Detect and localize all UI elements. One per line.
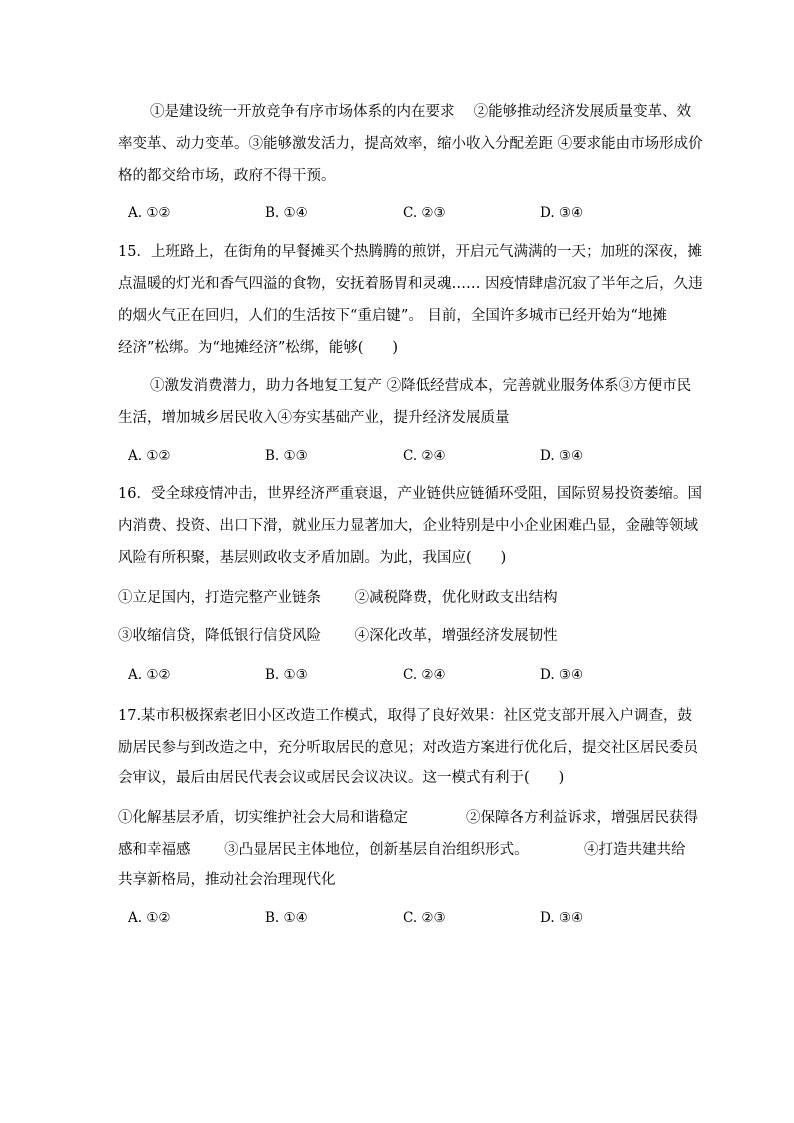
option-d: D. ③④ (540, 448, 584, 464)
q14-line: 率变革、动力变革。③能够激发活力，提高效率，缩小收入分配差距 ④要求能由市场形成价 (118, 136, 703, 152)
q17-choice-line: 共享新格局，推动社会治理现代化 (118, 872, 336, 888)
q15-choice-line: ①激发消费潜力，助力各地复工复产 ②降低经营成本，完善就业服务体系③方便市民 (150, 378, 692, 394)
option-a: A. ①② (128, 910, 171, 926)
q17-stem-line: 励居民参与到改造之中，充分听取居民的意见；对改造方案进行优化后，提交社区居民委员 (118, 740, 698, 756)
option-a: A. ①② (128, 205, 171, 221)
option-a: A. ①② (128, 667, 171, 683)
q17-choice-line: 感和幸福感 ③凸显居民主体地位，创新基层自治组织形式。 ④打造共建共给 (118, 842, 686, 858)
option-c: C. ②③ (403, 910, 446, 926)
option-c: C. ②③ (403, 205, 446, 221)
q14-line: 格的都交给市场，政府不得干预。 (118, 168, 336, 184)
option-c: C. ②④ (403, 667, 446, 683)
q15-stem-line: 点温暖的灯光和香气四溢的食物，安抚着肠胃和灵魂…… 因疫情肆虐沉寂了半年之后，久违 (118, 276, 703, 292)
option-b: B. ①④ (265, 910, 308, 926)
q15-stem-line: 的烟火气正在回归，人们的生活按下“重启键”。 目前，全国许多城市已经开始为“地摊 (118, 308, 667, 324)
q16-choice-line: ③收缩信贷，降低银行信贷风险 ④深化改革，增强经济发展韧性 (118, 628, 558, 644)
q17-stem-line: 17.某市积极探索老旧小区改造工作模式，取得了良好效果：社区党支部开展入户调查，鼓 (118, 708, 693, 724)
q16-stem-line: 内消费、投资、出口下滑，就业压力显著加大，企业特别是中小企业困难凸显，金融等领域 (118, 518, 698, 534)
q15-stem-line: 经济”松绑。为“地摊经济”松绑，能够( ) (118, 340, 399, 356)
q17-stem-line: 会审议，最后由居民代表会议或居民会议决议。这一模式有利于( ) (118, 770, 565, 786)
q16-choice-line: ①立足国内，打造完整产业链条 ②减税降费，优化财政支出结构 (118, 590, 558, 606)
option-d: D. ③④ (540, 910, 584, 926)
q15-stem-line: 15．上班路上，在街角的早餐摊买个热腾腾的煎饼，开启元气满满的一天；加班的深夜，摊 (118, 244, 702, 260)
option-c: C. ②④ (403, 448, 446, 464)
q15-choice-line: 生活，增加城乡居民收入④夯实基础产业，提升经济发展质量 (118, 410, 510, 426)
option-b: B. ①③ (265, 667, 308, 683)
option-b: B. ①③ (265, 448, 308, 464)
option-d: D. ③④ (540, 667, 584, 683)
q14-line: ①是建设统一开放竞争有序市场体系的内在要求 ②能够推动经济发展质量变革、效 (150, 104, 692, 120)
option-b: B. ①④ (265, 205, 308, 221)
q17-choice-line: ①化解基层矛盾，切实维护社会大局和谐稳定 ②保障各方利益诉求，增强居民获得 (118, 810, 698, 826)
q16-stem-line: 风险有所积聚，基层则政收支矛盾加剧。为此，我国应( ) (118, 550, 507, 566)
option-d: D. ③④ (540, 205, 584, 221)
q16-stem-line: 16．受全球疫情冲击，世界经济严重衰退，产业链供应链循环受阻，国际贸易投资萎缩。国 (118, 486, 702, 502)
option-a: A. ①② (128, 448, 171, 464)
